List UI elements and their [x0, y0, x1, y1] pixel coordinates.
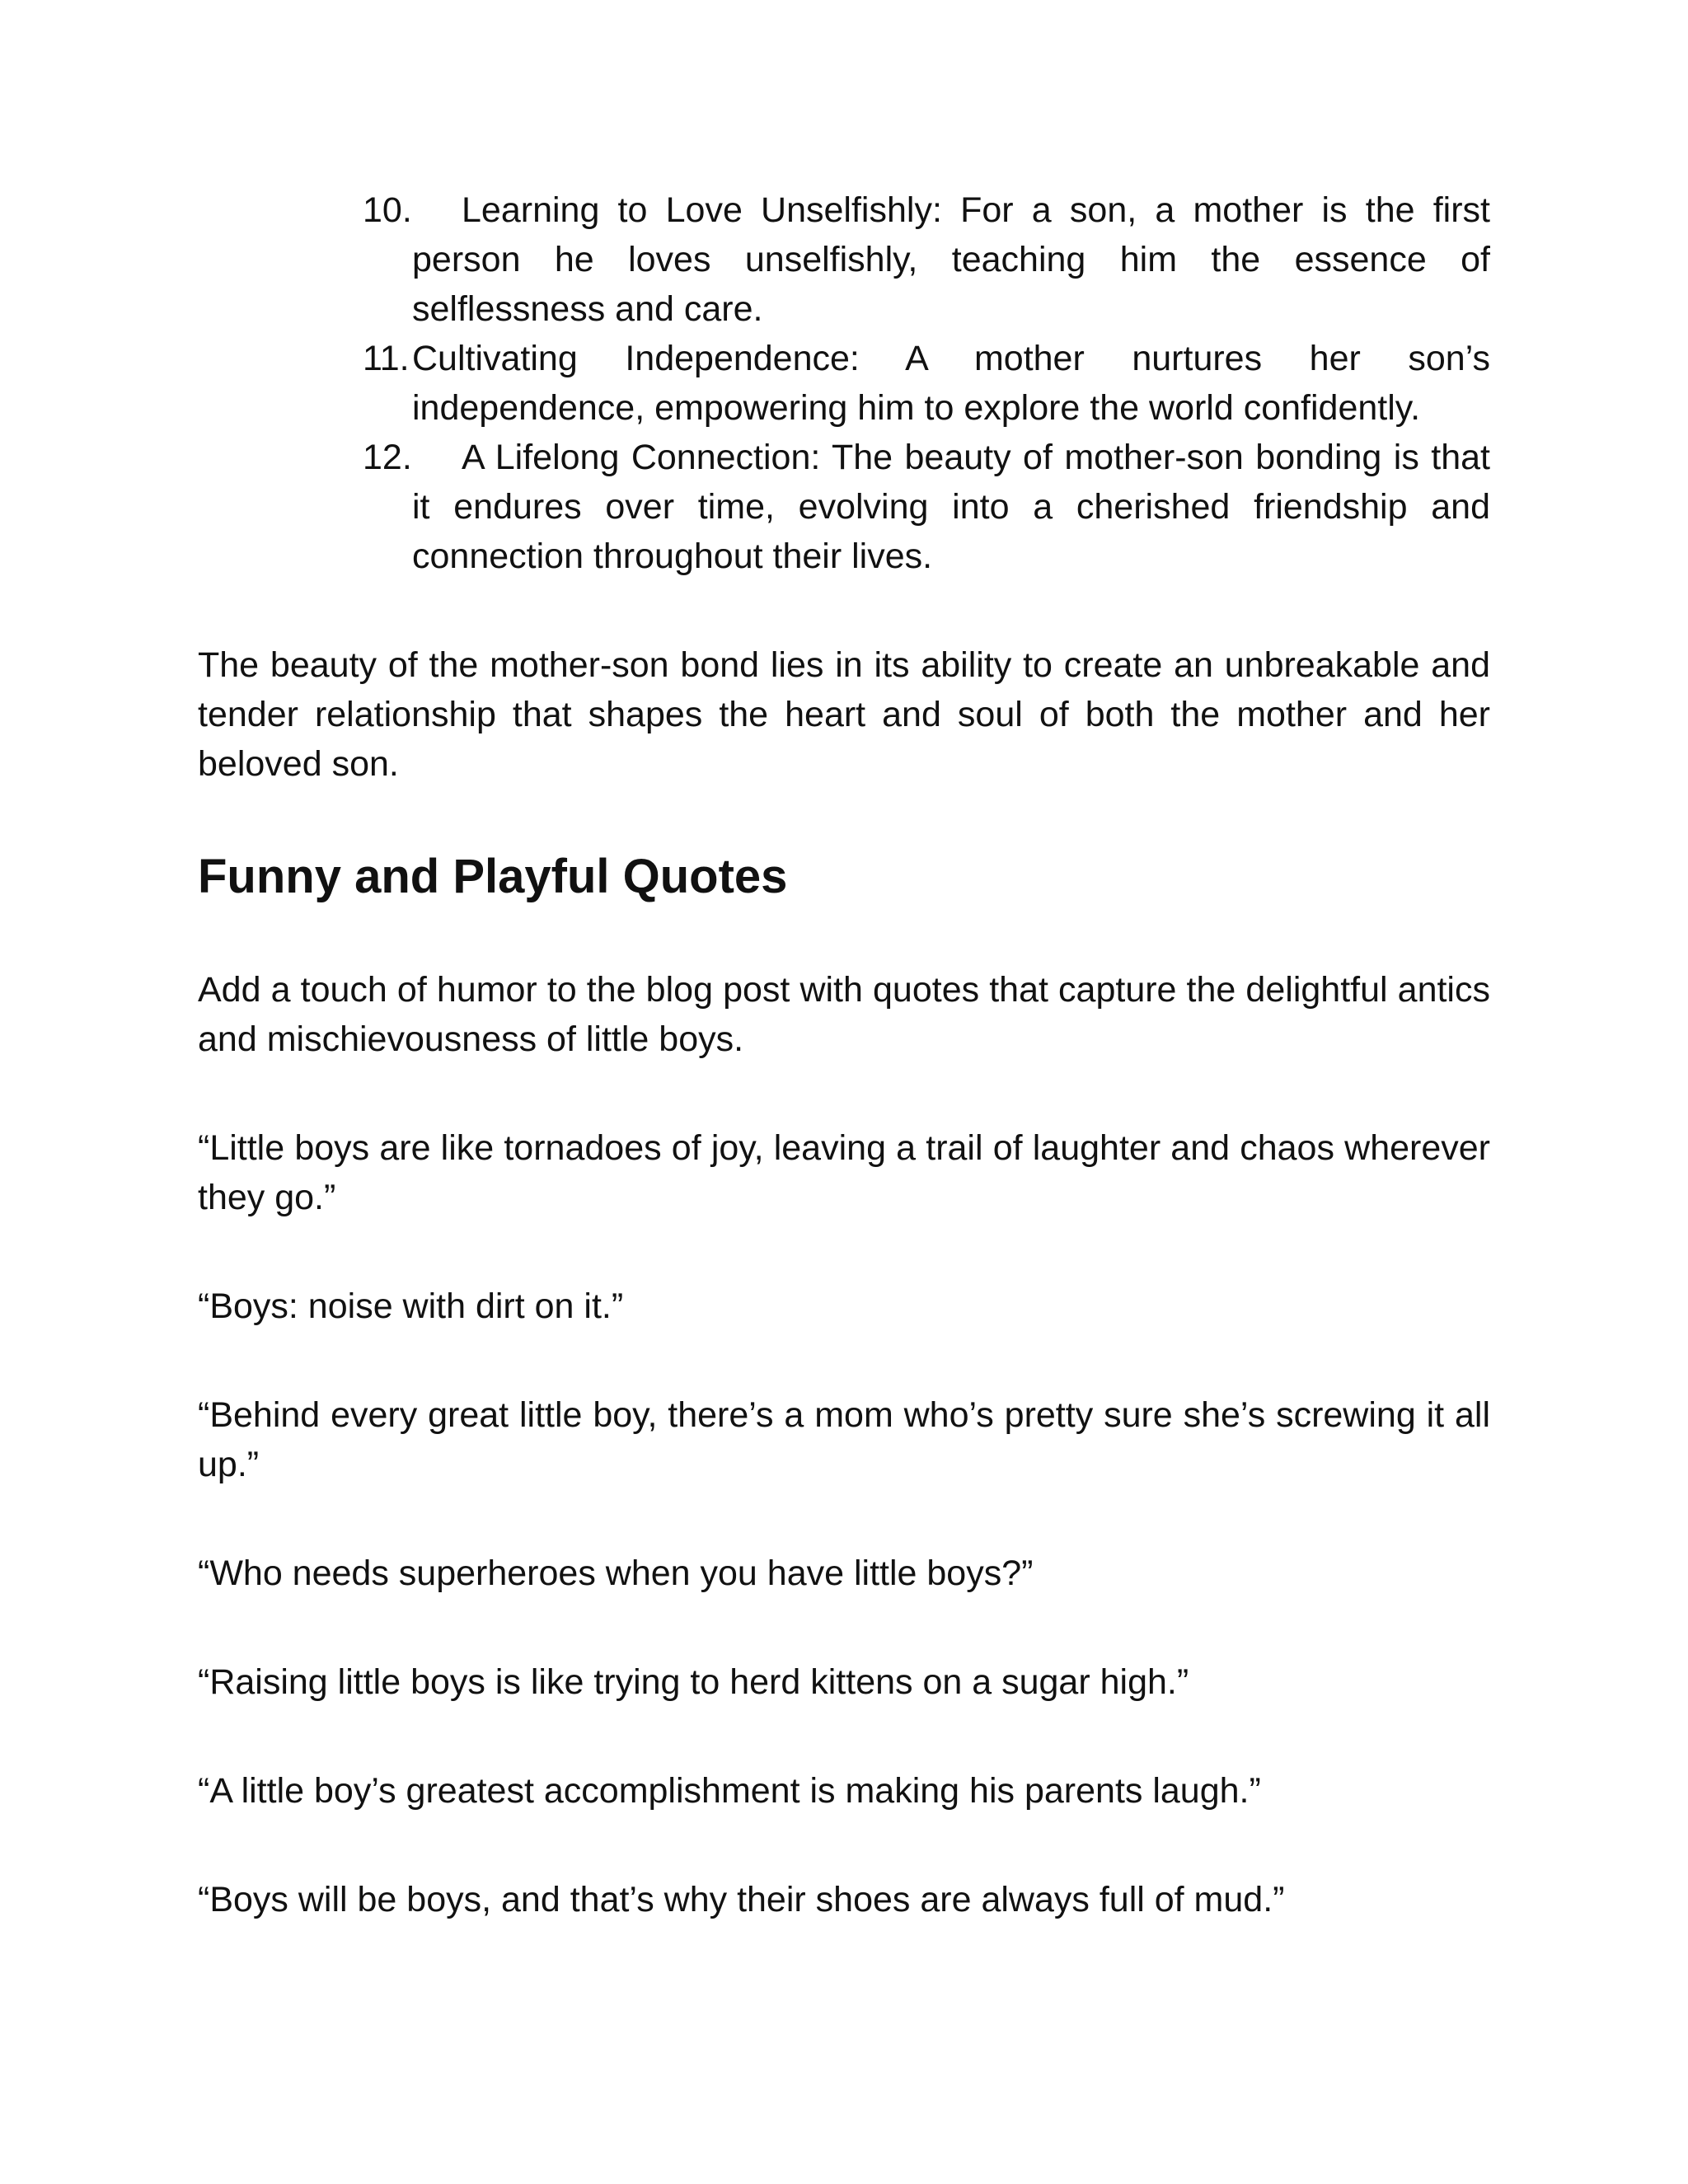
list-item-text: Cultivating Independence: A mother nurtures her son’s independence, empowering him to explore the world confidently.	[412, 339, 1490, 428]
document-page	[198, 185, 1490, 1924]
list-item	[363, 185, 1490, 334]
quote: “Who needs superheroes when you have little boys?”	[198, 1554, 1034, 1593]
section-intro-paragraph: Add a touch of humor to the blog post with quotes that capture the delightful antics and mischievousness of little boys.	[198, 970, 1490, 1059]
list-item-number: 10.	[363, 190, 412, 230]
list-item-text: A Lifelong Connection: The beauty of mother-son bonding is that it endures over time, evolving into a cherished friendship and connection throughout their lives.	[412, 438, 1490, 576]
list-item-number: 12.	[363, 438, 412, 477]
list-item-text: Learning to Love Unselfishly: For a son, a mother is the first person he loves unselfishly, teaching him the essence of selflessness and care.	[412, 190, 1490, 329]
quote: “Little boys are like tornadoes of joy, leaving a trail of laughter and chaos wherever they go.”	[198, 1128, 1490, 1217]
quote: “Raising little boys is like trying to herd kittens on a sugar high.”	[198, 1662, 1189, 1702]
section-heading: Funny and Playful Quotes	[198, 850, 788, 903]
quote: “Behind every great little boy, there’s a mom who’s pretty sure she’s screwing it all up.”	[198, 1395, 1490, 1484]
summary-paragraph: The beauty of the mother-son bond lies in its ability to create an unbreakable and tender relationship that shapes the heart and soul of both the mother and her beloved son.	[198, 645, 1490, 784]
list-item	[363, 433, 1490, 581]
list-item-number: 11.	[363, 339, 410, 378]
quote: “A little boy’s greatest accomplishment is making his parents laugh.”	[198, 1771, 1261, 1811]
list-item	[363, 334, 1490, 433]
quote: “Boys will be boys, and that’s why their shoes are always full of mud.”	[198, 1880, 1285, 1919]
quote: “Boys: noise with dirt on it.”	[198, 1286, 624, 1326]
numbered-list	[363, 185, 1490, 581]
